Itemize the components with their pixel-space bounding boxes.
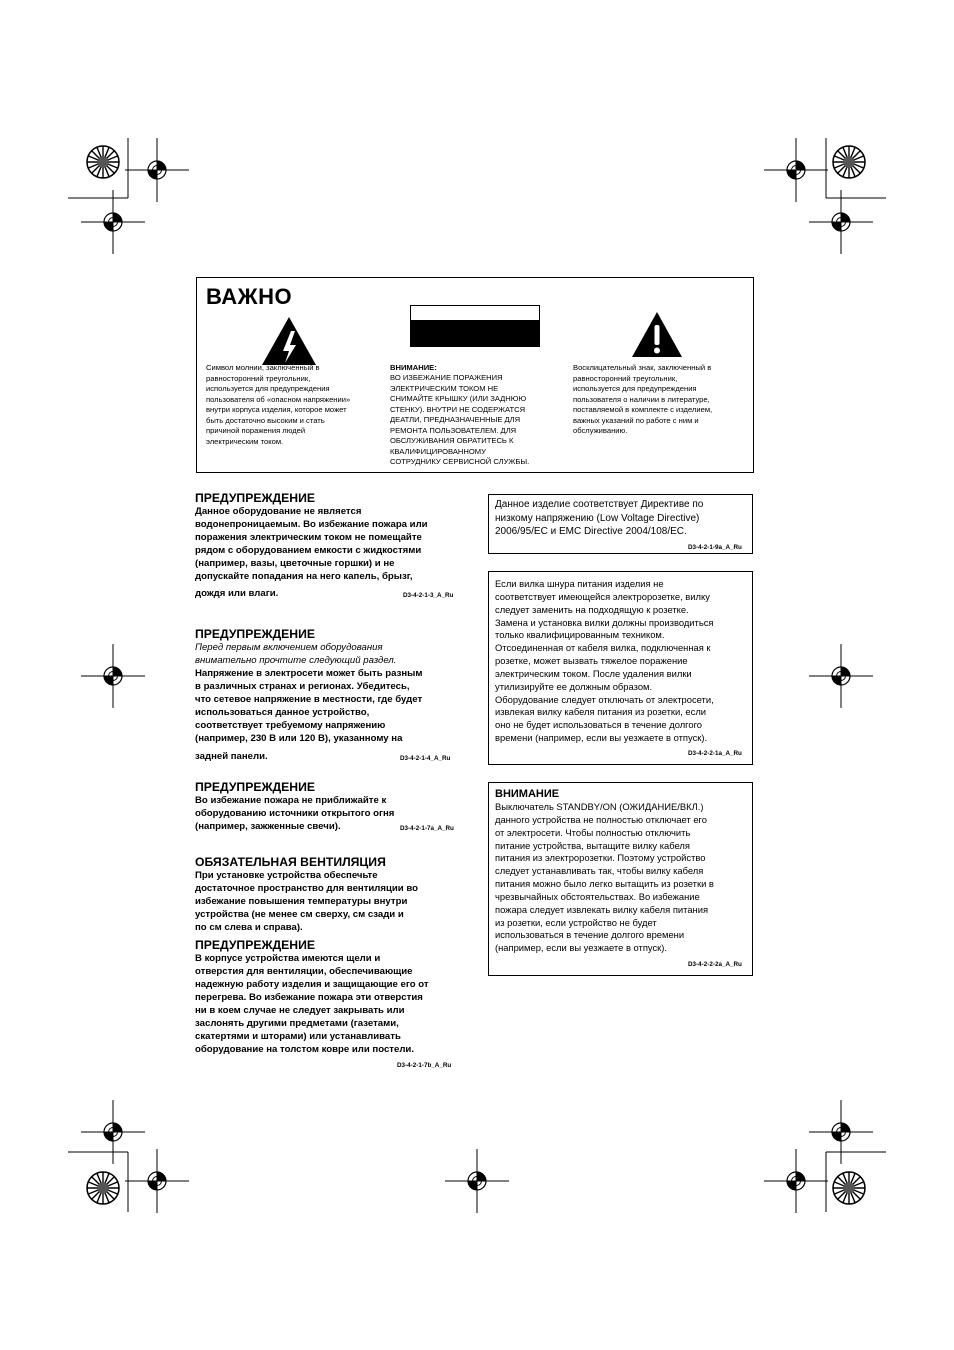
standby-text: Выключатель STANDBY/ON (ОЖИДАНИЕ/ВКЛ.) данного устройства не полностью отключает его от электросети. Чтобы полностью отключить питание устройства, вытащите вилку кабеля питания из электророзетки. Поэтому устройство следует устанавливать так, чтобы вилку кабеля питания можно было легко вытащить из розетки в чрезвычайных обстоятельствах. Во избежание пожара следует извлекать вилку кабеля питания из розетки, если устройство не будет использоваться в течение долгого времени (например, если вы уезжаете в отпуск). <box>495 801 714 954</box>
warning-title-voltage: ПРЕДУПРЕЖДЕНИЕ <box>195 627 315 641</box>
warning-text-voltage-last: задней панели. <box>195 751 268 762</box>
warning-text-water: Данное оборудование не является водонепроницаемым. Во избежание пожара или поражения электрическим током не помещайте рядом с оборудованием емкости с жидкостями (например, вазы, цветочные горшки) и не допускайте попадания на него капель, брызг, <box>195 506 428 582</box>
plug-text: Если вилка шнура питания изделия не соответствует имеющейся электророзетке, вилку следует заменить на подходящую к розетке. Замена и установка вилки должны производиться только квалифицированным техником. Отсоединенная от кабеля вилка, подключенная к розетке, может вызвать тяжелое поражение электрическим током. После удаления вилки утилизируйте ее должным образом. Оборудование следует отключать от электросети, извлекая вилку кабеля питания из розетки, если оно не будет использоваться в течение долгого времени (например, если вы уезжаете в отпуск). <box>495 578 714 744</box>
warning-text-openings: В корпусе устройства имеются щели и отверстия для вентиляции, обеспечивающие надежную работу изделия и защищающие его от перегрева. Во избежание пожара эти отверстия ни в коем случае не следует закрывать или заслонять другими предметами (газетами, скатертями и шторами) или устанавливать оборудование на толстом ковре или постели. <box>195 953 429 1055</box>
exclamation-warning-icon <box>631 311 683 359</box>
code-fire: D3-4-2-1-7a_A_Ru <box>400 825 454 832</box>
standby-title: ВНИМАНИЕ <box>495 788 560 800</box>
code-directive: D3-4-2-1-9a_A_Ru <box>688 544 742 551</box>
ventilation-title: ОБЯЗАТЕЛЬНАЯ ВЕНТИЛЯЦИЯ <box>195 855 386 869</box>
code-plug: D3-4-2-2-1a_A_Ru <box>688 750 742 757</box>
caution-label: ВНИМАНИЕ: <box>390 363 437 372</box>
code-voltage: D3-4-2-1-4_A_Ru <box>400 755 451 762</box>
warning-italic-voltage-text: Перед первым включением оборудования внимательно прочтите следующий раздел. <box>195 642 397 666</box>
warning-text-fire: Во избежание пожара не приближайте к оборудованию источники открытого огня <box>195 795 395 819</box>
warning-text-fire-last: (например, зажженные свечи). <box>195 821 341 832</box>
directive-box <box>488 494 753 554</box>
warning-italic-voltage <box>195 641 465 667</box>
code-water: D3-4-2-1-3_A_Ru <box>403 592 454 599</box>
code-openings: D3-4-2-1-7b_A_Ru <box>397 1062 452 1069</box>
directive-text: Данное изделие соответствует Директиве по низкому напряжению (Low Voltage Directive) 2006/95/EC и EMC Directive 2004/108/EC. <box>495 499 704 537</box>
important-title: ВАЖНО <box>206 284 293 309</box>
important-box <box>196 277 754 473</box>
warning-title-fire: ПРЕДУПРЕЖДЕНИЕ <box>195 780 315 794</box>
caution-description: ВО ИЗБЕЖАНИЕ ПОРАЖЕНИЯ ЭЛЕКТРИЧЕСКИМ ТОКОМ НЕ СНИМАЙТЕ КРЫШКУ (ИЛИ ЗАДНЮЮ СТЕНКУ). ВНУТРИ НЕ СОДЕРЖАТСЯ ДЕАТЛИ, ПРЕДНАЗНАЧЕННЫЕ ДЛЯ РЕМОНТА ПОЛЬЗОВАТЕЛЕМ. ДЛЯ ОБСЛУЖИВАНИЯ ОБРАТИТЕСЬ К КВАЛИФИЦИРОВАННОМУ СОТРУДНИКУ СЕРВИСНОЙ СЛУЖБЫ. <box>390 373 530 466</box>
warning-text-voltage: Напряжение в электросети может быть разным в различных странах и регионах. Убедитесь, что сетевое напряжение в местности, где будет использоваться данное устройство, соответствует требуемому напряжению (например, 230 В или 120 В), указанному на <box>195 668 423 744</box>
warning-title-openings: ПРЕДУПРЕЖДЕНИЕ <box>195 938 315 952</box>
exclamation-description: Восклицательный знак, заключенный в равносторонний треугольник, используется для предупреждения пользователя о наличии в литературе, поставляемой в комплекте с изделием, важных указаний по работе с ним и обслуживанию. <box>573 363 713 435</box>
caution-label-graphic <box>410 305 540 347</box>
plug-box <box>488 571 753 765</box>
code-standby: D3-4-2-2-2a_A_Ru <box>688 961 742 968</box>
lightning-warning-icon <box>260 315 318 367</box>
lightning-description: Символ молнии, заключенный в равносторонний треугольник, используется для предупреждения пользователя об «опасном напряжении» внутри корпуса изделия, которое может быть достаточно высоким и стать причиной поражения людей электрическим током. <box>206 363 351 446</box>
ventilation-text: При установке устройства обеспечьте достаточное пространство для вентиляции во избежание повышения температуры внутри устройства (не менее см сверху, см сзади и по см слева и справа). <box>195 870 418 933</box>
warning-text-water-last: дождя или влаги. <box>195 588 279 599</box>
warning-title-water: ПРЕДУПРЕЖДЕНИЕ <box>195 491 315 505</box>
standby-box <box>488 782 753 976</box>
